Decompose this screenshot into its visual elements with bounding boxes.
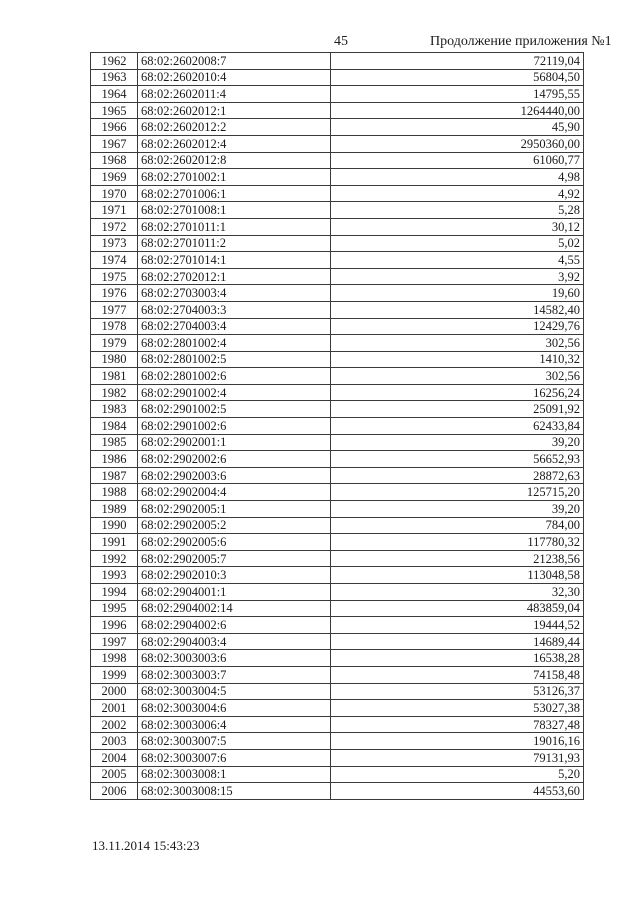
row-number-cell: 1981 (91, 368, 138, 385)
table-row (91, 53, 584, 70)
cadastral-number-cell: 68:02:2904003:4 (138, 633, 331, 650)
table-row (91, 368, 584, 385)
cadastral-number-cell: 68:02:3003008:1 (138, 766, 331, 783)
row-number-cell: 1974 (91, 252, 138, 269)
cadastral-number-cell: 68:02:2602012:2 (138, 119, 331, 136)
table-row (91, 467, 584, 484)
table-row (91, 418, 584, 435)
value-cell: 14795,55 (331, 86, 584, 103)
row-number-cell: 2002 (91, 716, 138, 733)
value-cell: 45,90 (331, 119, 584, 136)
value-cell: 28872,63 (331, 467, 584, 484)
row-number-cell: 1991 (91, 534, 138, 551)
row-number-cell: 1983 (91, 401, 138, 418)
table-row (91, 534, 584, 551)
row-number-cell: 1965 (91, 102, 138, 119)
row-number-cell: 1995 (91, 600, 138, 617)
table-row (91, 335, 584, 352)
cadastral-number-cell: 68:02:3003008:15 (138, 783, 331, 800)
row-number-cell: 1998 (91, 650, 138, 667)
value-cell: 5,20 (331, 766, 584, 783)
cadastral-number-cell: 68:02:2703003:4 (138, 285, 331, 302)
value-cell: 53126,37 (331, 683, 584, 700)
row-number-cell: 1975 (91, 268, 138, 285)
row-number-cell: 1964 (91, 86, 138, 103)
cadastral-number-cell: 68:02:3003007:6 (138, 749, 331, 766)
row-number-cell: 1970 (91, 185, 138, 202)
table-row (91, 318, 584, 335)
value-cell: 21238,56 (331, 550, 584, 567)
value-cell: 2950360,00 (331, 135, 584, 152)
value-cell: 14582,40 (331, 301, 584, 318)
cadastral-number-cell: 68:02:2701011:2 (138, 235, 331, 252)
row-number-cell: 1963 (91, 69, 138, 86)
row-number-cell: 1999 (91, 666, 138, 683)
row-number-cell: 1986 (91, 451, 138, 468)
table-row (91, 169, 584, 186)
table-row (91, 135, 584, 152)
table-row (91, 783, 584, 800)
table-row (91, 185, 584, 202)
value-cell: 5,02 (331, 235, 584, 252)
value-cell: 56652,93 (331, 451, 584, 468)
value-cell: 39,20 (331, 434, 584, 451)
table-row (91, 617, 584, 634)
table-row (91, 252, 584, 269)
value-cell: 113048,58 (331, 567, 584, 584)
cadastral-number-cell: 68:02:2701011:1 (138, 218, 331, 235)
cadastral-number-cell: 68:02:2704003:3 (138, 301, 331, 318)
table-row (91, 650, 584, 667)
row-number-cell: 1972 (91, 218, 138, 235)
value-cell: 19016,16 (331, 733, 584, 750)
table-row (91, 584, 584, 601)
value-cell: 16538,28 (331, 650, 584, 667)
cadastral-number-cell: 68:02:2904002:6 (138, 617, 331, 634)
row-number-cell: 1990 (91, 517, 138, 534)
table-row (91, 451, 584, 468)
table-row (91, 102, 584, 119)
value-cell: 14689,44 (331, 633, 584, 650)
value-cell: 72119,04 (331, 53, 584, 70)
value-cell: 4,98 (331, 169, 584, 186)
table-row (91, 152, 584, 169)
table-row (91, 749, 584, 766)
table-row (91, 501, 584, 518)
cadastral-number-cell: 68:02:2904001:1 (138, 584, 331, 601)
row-number-cell: 1988 (91, 484, 138, 501)
value-cell: 12429,76 (331, 318, 584, 335)
row-number-cell: 1984 (91, 418, 138, 435)
table-row (91, 567, 584, 584)
value-cell: 56804,50 (331, 69, 584, 86)
row-number-cell: 1980 (91, 351, 138, 368)
table-body (91, 53, 584, 800)
value-cell: 1264440,00 (331, 102, 584, 119)
value-cell: 4,55 (331, 252, 584, 269)
table-row (91, 285, 584, 302)
cadastral-number-cell: 68:02:3003004:6 (138, 700, 331, 717)
cadastral-number-cell: 68:02:2702012:1 (138, 268, 331, 285)
cadastral-number-cell: 68:02:2902010:3 (138, 567, 331, 584)
cadastral-number-cell: 68:02:2902005:2 (138, 517, 331, 534)
cadastral-number-cell: 68:02:2902005:1 (138, 501, 331, 518)
value-cell: 78327,48 (331, 716, 584, 733)
cadastral-number-cell: 68:02:2602011:4 (138, 86, 331, 103)
table-row (91, 69, 584, 86)
footer-timestamp: 13.11.2014 15:43:23 (92, 838, 200, 853)
table-row (91, 600, 584, 617)
value-cell: 74158,48 (331, 666, 584, 683)
table-row (91, 268, 584, 285)
cadastral-number-cell: 68:02:2902004:4 (138, 484, 331, 501)
value-cell: 61060,77 (331, 152, 584, 169)
cadastral-number-cell: 68:02:2602010:4 (138, 69, 331, 86)
row-number-cell: 1973 (91, 235, 138, 252)
cadastral-number-cell: 68:02:3003004:5 (138, 683, 331, 700)
row-number-cell: 1979 (91, 335, 138, 352)
table-row (91, 550, 584, 567)
value-cell: 25091,92 (331, 401, 584, 418)
value-cell: 19,60 (331, 285, 584, 302)
row-number-cell: 1971 (91, 202, 138, 219)
row-number-cell: 1994 (91, 584, 138, 601)
cadastral-number-cell: 68:02:2701006:1 (138, 185, 331, 202)
table-row (91, 86, 584, 103)
value-cell: 784,00 (331, 517, 584, 534)
table-row (91, 484, 584, 501)
cadastral-number-cell: 68:02:2902001:1 (138, 434, 331, 451)
row-number-cell: 1982 (91, 384, 138, 401)
row-number-cell: 2004 (91, 749, 138, 766)
value-cell: 32,30 (331, 584, 584, 601)
cadastral-number-cell: 68:02:2901002:6 (138, 418, 331, 435)
row-number-cell: 1962 (91, 53, 138, 70)
row-number-cell: 1976 (91, 285, 138, 302)
table-row (91, 301, 584, 318)
row-number-cell: 2003 (91, 733, 138, 750)
value-cell: 39,20 (331, 501, 584, 518)
cadastral-number-cell: 68:02:2902005:6 (138, 534, 331, 551)
value-cell: 79131,93 (331, 749, 584, 766)
row-number-cell: 1968 (91, 152, 138, 169)
cadastral-number-cell: 68:02:2801002:4 (138, 335, 331, 352)
value-cell: 302,56 (331, 368, 584, 385)
table-row (91, 351, 584, 368)
value-cell: 117780,32 (331, 534, 584, 551)
value-cell: 44553,60 (331, 783, 584, 800)
table-row (91, 401, 584, 418)
cadastral-number-cell: 68:02:2602012:8 (138, 152, 331, 169)
cadastral-number-cell: 68:02:2602012:1 (138, 102, 331, 119)
row-number-cell: 1969 (91, 169, 138, 186)
table-row (91, 733, 584, 750)
table-row (91, 683, 584, 700)
value-cell: 5,28 (331, 202, 584, 219)
cadastral-number-cell: 68:02:2901002:5 (138, 401, 331, 418)
table-row (91, 700, 584, 717)
table-row (91, 434, 584, 451)
row-number-cell: 1997 (91, 633, 138, 650)
row-number-cell: 1966 (91, 119, 138, 136)
cadastral-number-cell: 68:02:2602008:7 (138, 53, 331, 70)
page-number: 45 (334, 34, 348, 49)
value-cell: 53027,38 (331, 700, 584, 717)
table-row (91, 119, 584, 136)
cadastral-number-cell: 68:02:2902002:6 (138, 451, 331, 468)
cadastral-number-cell: 68:02:2801002:5 (138, 351, 331, 368)
value-cell: 62433,84 (331, 418, 584, 435)
cadastral-number-cell: 68:02:2901002:4 (138, 384, 331, 401)
table-row (91, 633, 584, 650)
row-number-cell: 2001 (91, 700, 138, 717)
cadastral-number-cell: 68:02:2701008:1 (138, 202, 331, 219)
cadastral-number-cell: 68:02:3003007:5 (138, 733, 331, 750)
cadastral-number-cell: 68:02:2801002:6 (138, 368, 331, 385)
cadastral-number-cell: 68:02:2701014:1 (138, 252, 331, 269)
cadastral-number-cell: 68:02:2701002:1 (138, 169, 331, 186)
value-cell: 483859,04 (331, 600, 584, 617)
table-row (91, 384, 584, 401)
row-number-cell: 2000 (91, 683, 138, 700)
page-caption: Продолжение приложения №1 (430, 34, 612, 49)
cadastral-number-cell: 68:02:3003006:4 (138, 716, 331, 733)
row-number-cell: 2006 (91, 783, 138, 800)
cadastral-number-cell: 68:02:2602012:4 (138, 135, 331, 152)
row-number-cell: 1987 (91, 467, 138, 484)
cadastral-number-cell: 68:02:3003003:7 (138, 666, 331, 683)
row-number-cell: 1996 (91, 617, 138, 634)
table-row (91, 666, 584, 683)
row-number-cell: 1967 (91, 135, 138, 152)
table-row (91, 202, 584, 219)
cadastral-number-cell: 68:02:2904002:14 (138, 600, 331, 617)
cadastral-number-cell: 68:02:3003003:6 (138, 650, 331, 667)
row-number-cell: 1993 (91, 567, 138, 584)
value-cell: 1410,32 (331, 351, 584, 368)
table-row (91, 218, 584, 235)
value-cell: 4,92 (331, 185, 584, 202)
cadastral-number-cell: 68:02:2704003:4 (138, 318, 331, 335)
row-number-cell: 1985 (91, 434, 138, 451)
value-cell: 16256,24 (331, 384, 584, 401)
table-row (91, 235, 584, 252)
value-cell: 302,56 (331, 335, 584, 352)
row-number-cell: 1989 (91, 501, 138, 518)
table-row (91, 716, 584, 733)
table-row (91, 766, 584, 783)
cadastral-table (90, 52, 584, 800)
value-cell: 3,92 (331, 268, 584, 285)
cadastral-number-cell: 68:02:2902003:6 (138, 467, 331, 484)
row-number-cell: 1977 (91, 301, 138, 318)
value-cell: 30,12 (331, 218, 584, 235)
value-cell: 125715,20 (331, 484, 584, 501)
row-number-cell: 1978 (91, 318, 138, 335)
table-row (91, 517, 584, 534)
row-number-cell: 2005 (91, 766, 138, 783)
value-cell: 19444,52 (331, 617, 584, 634)
row-number-cell: 1992 (91, 550, 138, 567)
cadastral-number-cell: 68:02:2902005:7 (138, 550, 331, 567)
